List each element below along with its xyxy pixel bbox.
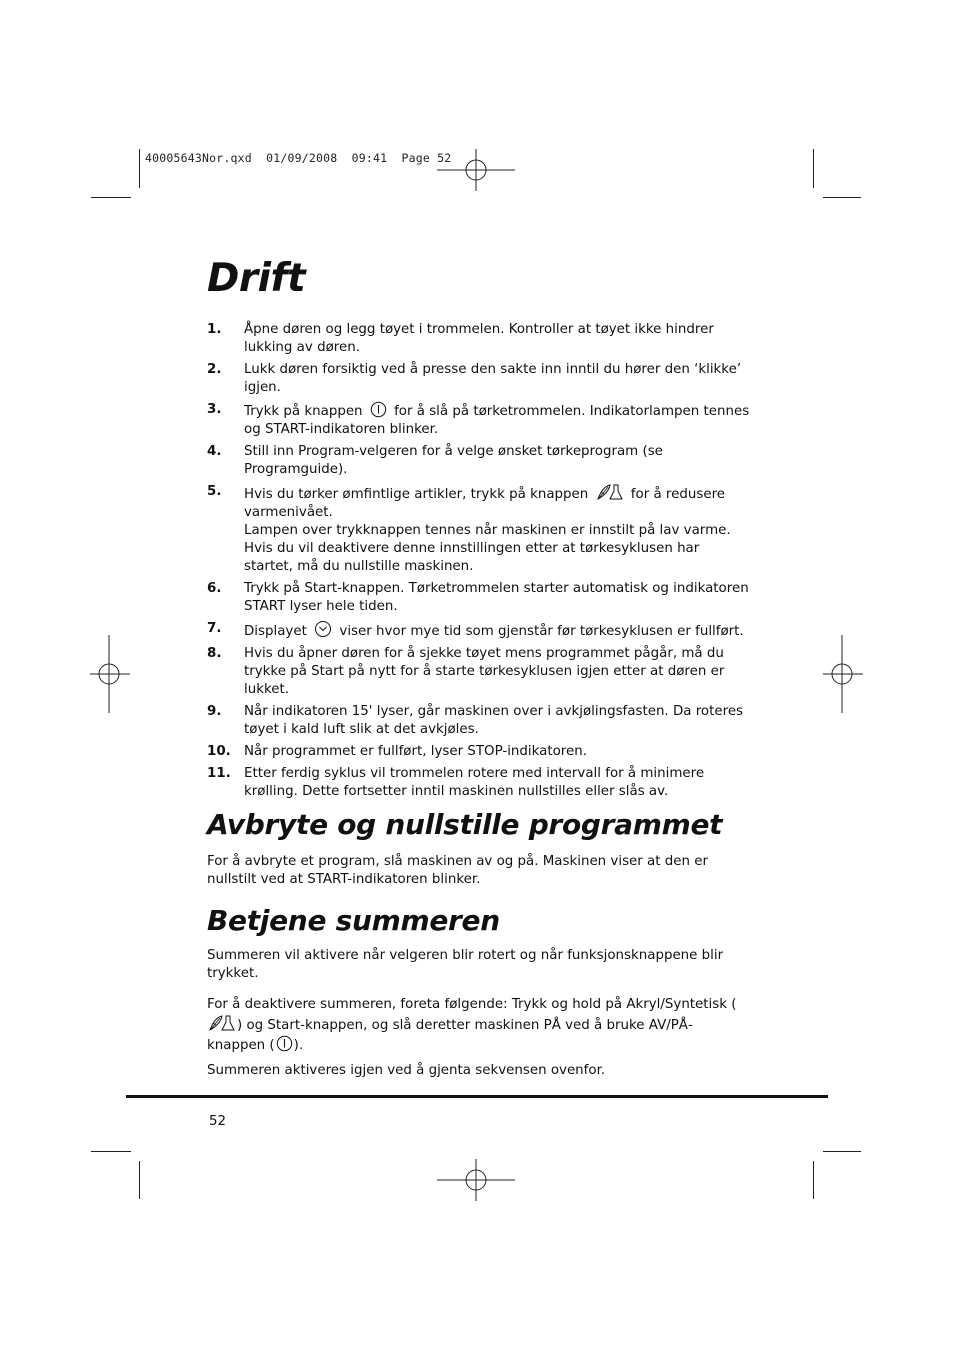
crop-mark-icon <box>139 149 140 188</box>
step-number: 1. <box>207 322 222 337</box>
crop-mark-icon <box>813 149 814 188</box>
list-item <box>207 321 752 357</box>
step-text: Når indikatoren 15' lyser, går maskinen over i avkjølingsfasten. Da roteres tøyet i kald luft slik at det avkjøles. <box>244 704 744 737</box>
registration-mark-icon <box>437 131 515 209</box>
step-text-part: for å redusere varmenivået. <box>244 487 726 520</box>
step-number: 8. <box>207 646 222 661</box>
step-number: 7. <box>207 621 222 636</box>
list-item <box>207 620 752 641</box>
list-item <box>207 361 752 397</box>
step-number: 6. <box>207 581 222 596</box>
step-text: Når programmet er fullført, lyser STOP-indikatoren. <box>244 744 587 759</box>
step-text-part: Hvis du tørker ømfintlige artikler, trykk på knappen <box>244 487 589 502</box>
page-number: 52 <box>209 1114 227 1129</box>
step-text-part: Lampen over trykknappen tennes når maskinen er innstilt på lav varme. Hvis du vil deaktivere denne innstillingen etter at tørkesyklusen har startet, må du nullstille maskinen. <box>244 523 731 574</box>
step-text <box>244 483 752 576</box>
step-text-part: Trykk på knappen <box>244 404 363 419</box>
step-number: 3. <box>207 402 222 417</box>
power-icon <box>276 1035 293 1052</box>
step-text-part: for å slå på tørketrommelen. Indikatorlampen tennes og START-indikatoren blinker. <box>244 404 750 437</box>
section-heading-cancel: Avbryte og nullstille programmet <box>207 808 723 841</box>
step-text: Hvis du åpner døren for å sjekke tøyet mens programmet pågår, må du trykke på Start på nytt for å starte tørkesyklusen igjen etter at døren er lukket. <box>244 646 725 697</box>
step-number: 10. <box>207 744 231 759</box>
registration-mark-icon <box>437 1141 515 1219</box>
list-item <box>207 703 752 739</box>
timer-icon <box>314 620 332 638</box>
step-text: Lukk døren forsiktig ved å presse den sakte inn inntil du hører den ‘klikke’ igjen. <box>244 362 742 395</box>
list-item <box>207 645 752 699</box>
registration-mark-icon <box>803 635 881 713</box>
step-number: 11. <box>207 766 231 781</box>
step-number: 5. <box>207 484 222 499</box>
crop-mark-icon <box>823 1151 861 1152</box>
power-icon <box>370 401 387 418</box>
buzzer-paragraph-3: Summeren aktiveres igjen ved å gjenta sekvensen ovenfor. <box>207 1063 606 1078</box>
crop-mark-icon <box>139 1161 140 1199</box>
crop-mark-icon <box>91 1151 131 1152</box>
list-item <box>207 443 752 479</box>
buzzer-text-part: For å deaktivere summeren, foreta følgende: Trykk og hold på Akryl/Syntetisk ( <box>207 997 737 1012</box>
list-item <box>207 743 752 761</box>
step-text: Etter ferdig syklus vil trommelen rotere med intervall for å minimere krølling. Dette fortsetter inntil maskinen nullstilles eller slås av. <box>244 766 705 799</box>
buzzer-paragraph-1: Summeren vil aktivere når velgeren blir rotert og når funksjonsknappene blir trykket. <box>207 948 724 981</box>
step-text-part: Displayet <box>244 624 307 639</box>
buzzer-text-part: ) og Start-knappen, og slå deretter maskinen PÅ ved å bruke AV/PÅ-knappen ( <box>207 1018 693 1053</box>
list-item <box>207 765 752 801</box>
list-item <box>207 483 752 576</box>
step-text-part: viser hvor mye tid som gjenstår før tørkesyklusen er fullført. <box>339 624 744 639</box>
file-meta: 40005643Nor.qxd 01/09/2008 09:41 Page 52 <box>145 151 452 165</box>
delicate-low-heat-icon <box>208 1014 236 1032</box>
crop-mark-icon <box>813 1161 814 1199</box>
steps-list <box>207 321 752 805</box>
crop-mark-icon <box>91 197 131 198</box>
section-cancel-text: For å avbryte et program, slå maskinen av og på. Maskinen viser at den er nullstilt ved at START-indikatoren blinker. <box>207 854 708 887</box>
step-number: 2. <box>207 362 222 377</box>
step-text: Still inn Program-velgeren for å velge ønsket tørkeprogram (se Programguide). <box>244 444 663 477</box>
step-text: Åpne døren og legg tøyet i trommelen. Kontroller at tøyet ikke hindrer lukking av døren. <box>244 322 714 355</box>
buzzer-text-part: ). <box>293 1038 304 1053</box>
step-text <box>244 620 752 641</box>
step-text: Trykk på Start-knappen. Tørketrommelen starter automatisk og indikatoren START lyser hele tiden. <box>244 581 749 614</box>
section-heading-buzzer: Betjene summeren <box>207 904 500 937</box>
page-title: Drift <box>207 256 306 301</box>
list-item <box>207 580 752 616</box>
step-number: 4. <box>207 444 222 459</box>
list-item <box>207 401 752 439</box>
footer-rule <box>126 1095 828 1098</box>
crop-mark-icon <box>823 197 861 198</box>
step-text <box>244 401 752 439</box>
step-number: 9. <box>207 704 222 719</box>
delicate-low-heat-icon <box>596 483 624 501</box>
buzzer-paragraph-2 <box>207 996 747 1055</box>
registration-mark-icon <box>70 635 148 713</box>
